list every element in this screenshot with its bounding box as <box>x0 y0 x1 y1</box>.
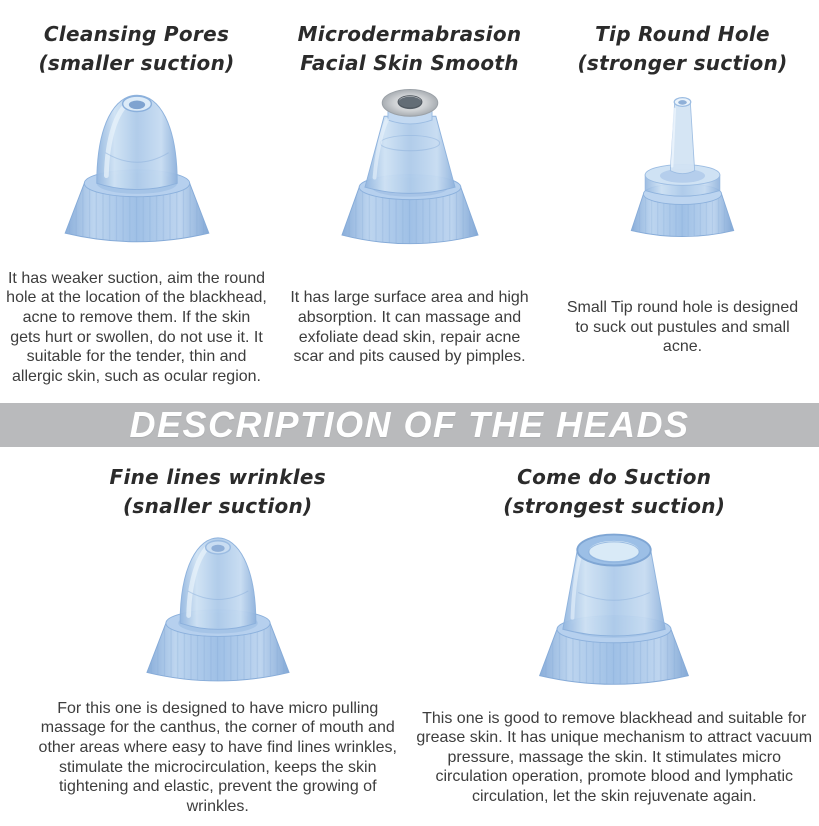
head-title-line2: (smaller suction) <box>38 51 235 75</box>
head-title-line1: Cleansing Pores <box>43 22 230 46</box>
head-title <box>298 0 522 78</box>
head-card-come-do-suction <box>410 447 819 826</box>
head-description <box>278 258 542 403</box>
dome-head-small-round-hole-icon <box>128 524 308 692</box>
section-banner-title: DESCRIPTION OF THE HEADS <box>129 404 690 445</box>
head-description-text: It has large surface area and high absorption. It can massage and exfoliate dead skin, repair acne scar and pits caused by pimples. <box>290 289 529 366</box>
head-title-line2: (stronger suction) <box>577 51 788 75</box>
head-title <box>110 447 326 521</box>
head-card-tip-round-hole <box>546 0 819 403</box>
bottom-heads-row <box>0 447 819 826</box>
head-title <box>503 447 725 521</box>
head-title <box>38 0 234 78</box>
head-card-cleansing-pores <box>0 0 273 403</box>
top-heads-row <box>0 0 819 403</box>
head-title-line2: (strongest suction) <box>503 494 726 518</box>
head-card-microdermabrasion <box>273 0 546 403</box>
head-description <box>0 258 273 403</box>
section-banner <box>0 403 819 447</box>
head-title <box>577 0 787 78</box>
head-description <box>556 258 810 403</box>
head-description-text: This one is good to remove blackhead and suitable for grease skin. It has unique mechanism to attract vacuum pressure, massage the skin. It stimulates micro circulation operation, promote blood and lymphatic circulation, let the skin rejuvenate again. <box>416 709 813 805</box>
head-title-line1: Fine lines wrinkles <box>109 465 326 489</box>
head-title-line2: (snaller suction) <box>122 494 313 518</box>
head-title-line1: Tip Round Hole <box>595 22 770 46</box>
head-photo-come-do-suction <box>521 521 707 695</box>
head-description-text: It has weaker suction, aim the round hole at the location of the blackhead, acne to remove them. If the skin gets hurt or swollen, do not use it. It suitable for the tender, thin and allergic skin, such as ocular region. <box>6 269 267 385</box>
head-description <box>410 695 819 826</box>
head-card-fine-lines <box>0 447 410 826</box>
head-description-text: Small Tip round hole is designed to suck out pustules and small acne. <box>566 299 799 356</box>
head-photo-tip-round-hole <box>600 78 765 258</box>
large-open-hole-head-icon <box>521 523 707 693</box>
head-description-text: For this one is designed to have micro pulling massage for the canthus, the corner of mouth and other areas where easy to have find lines wrinkles, stimulate the microcirculation, keeps the skin tightening and elastic, prevent the growing of wrinkles. <box>38 699 397 815</box>
head-title-line1: Come do Suction <box>517 465 712 489</box>
head-description <box>26 695 410 826</box>
head-photo-microdermabrasion <box>319 78 501 258</box>
head-title-line1: Microdermabrasion <box>297 22 522 46</box>
narrow-tube-tip-head-icon <box>600 83 765 253</box>
head-photo-fine-lines <box>128 521 308 695</box>
cone-head-metal-tip-icon <box>319 83 501 253</box>
dome-head-small-round-hole-icon <box>46 83 228 253</box>
head-title-line2: Facial Skin Smooth <box>300 51 519 75</box>
head-photo-cleansing-pores <box>46 78 228 258</box>
